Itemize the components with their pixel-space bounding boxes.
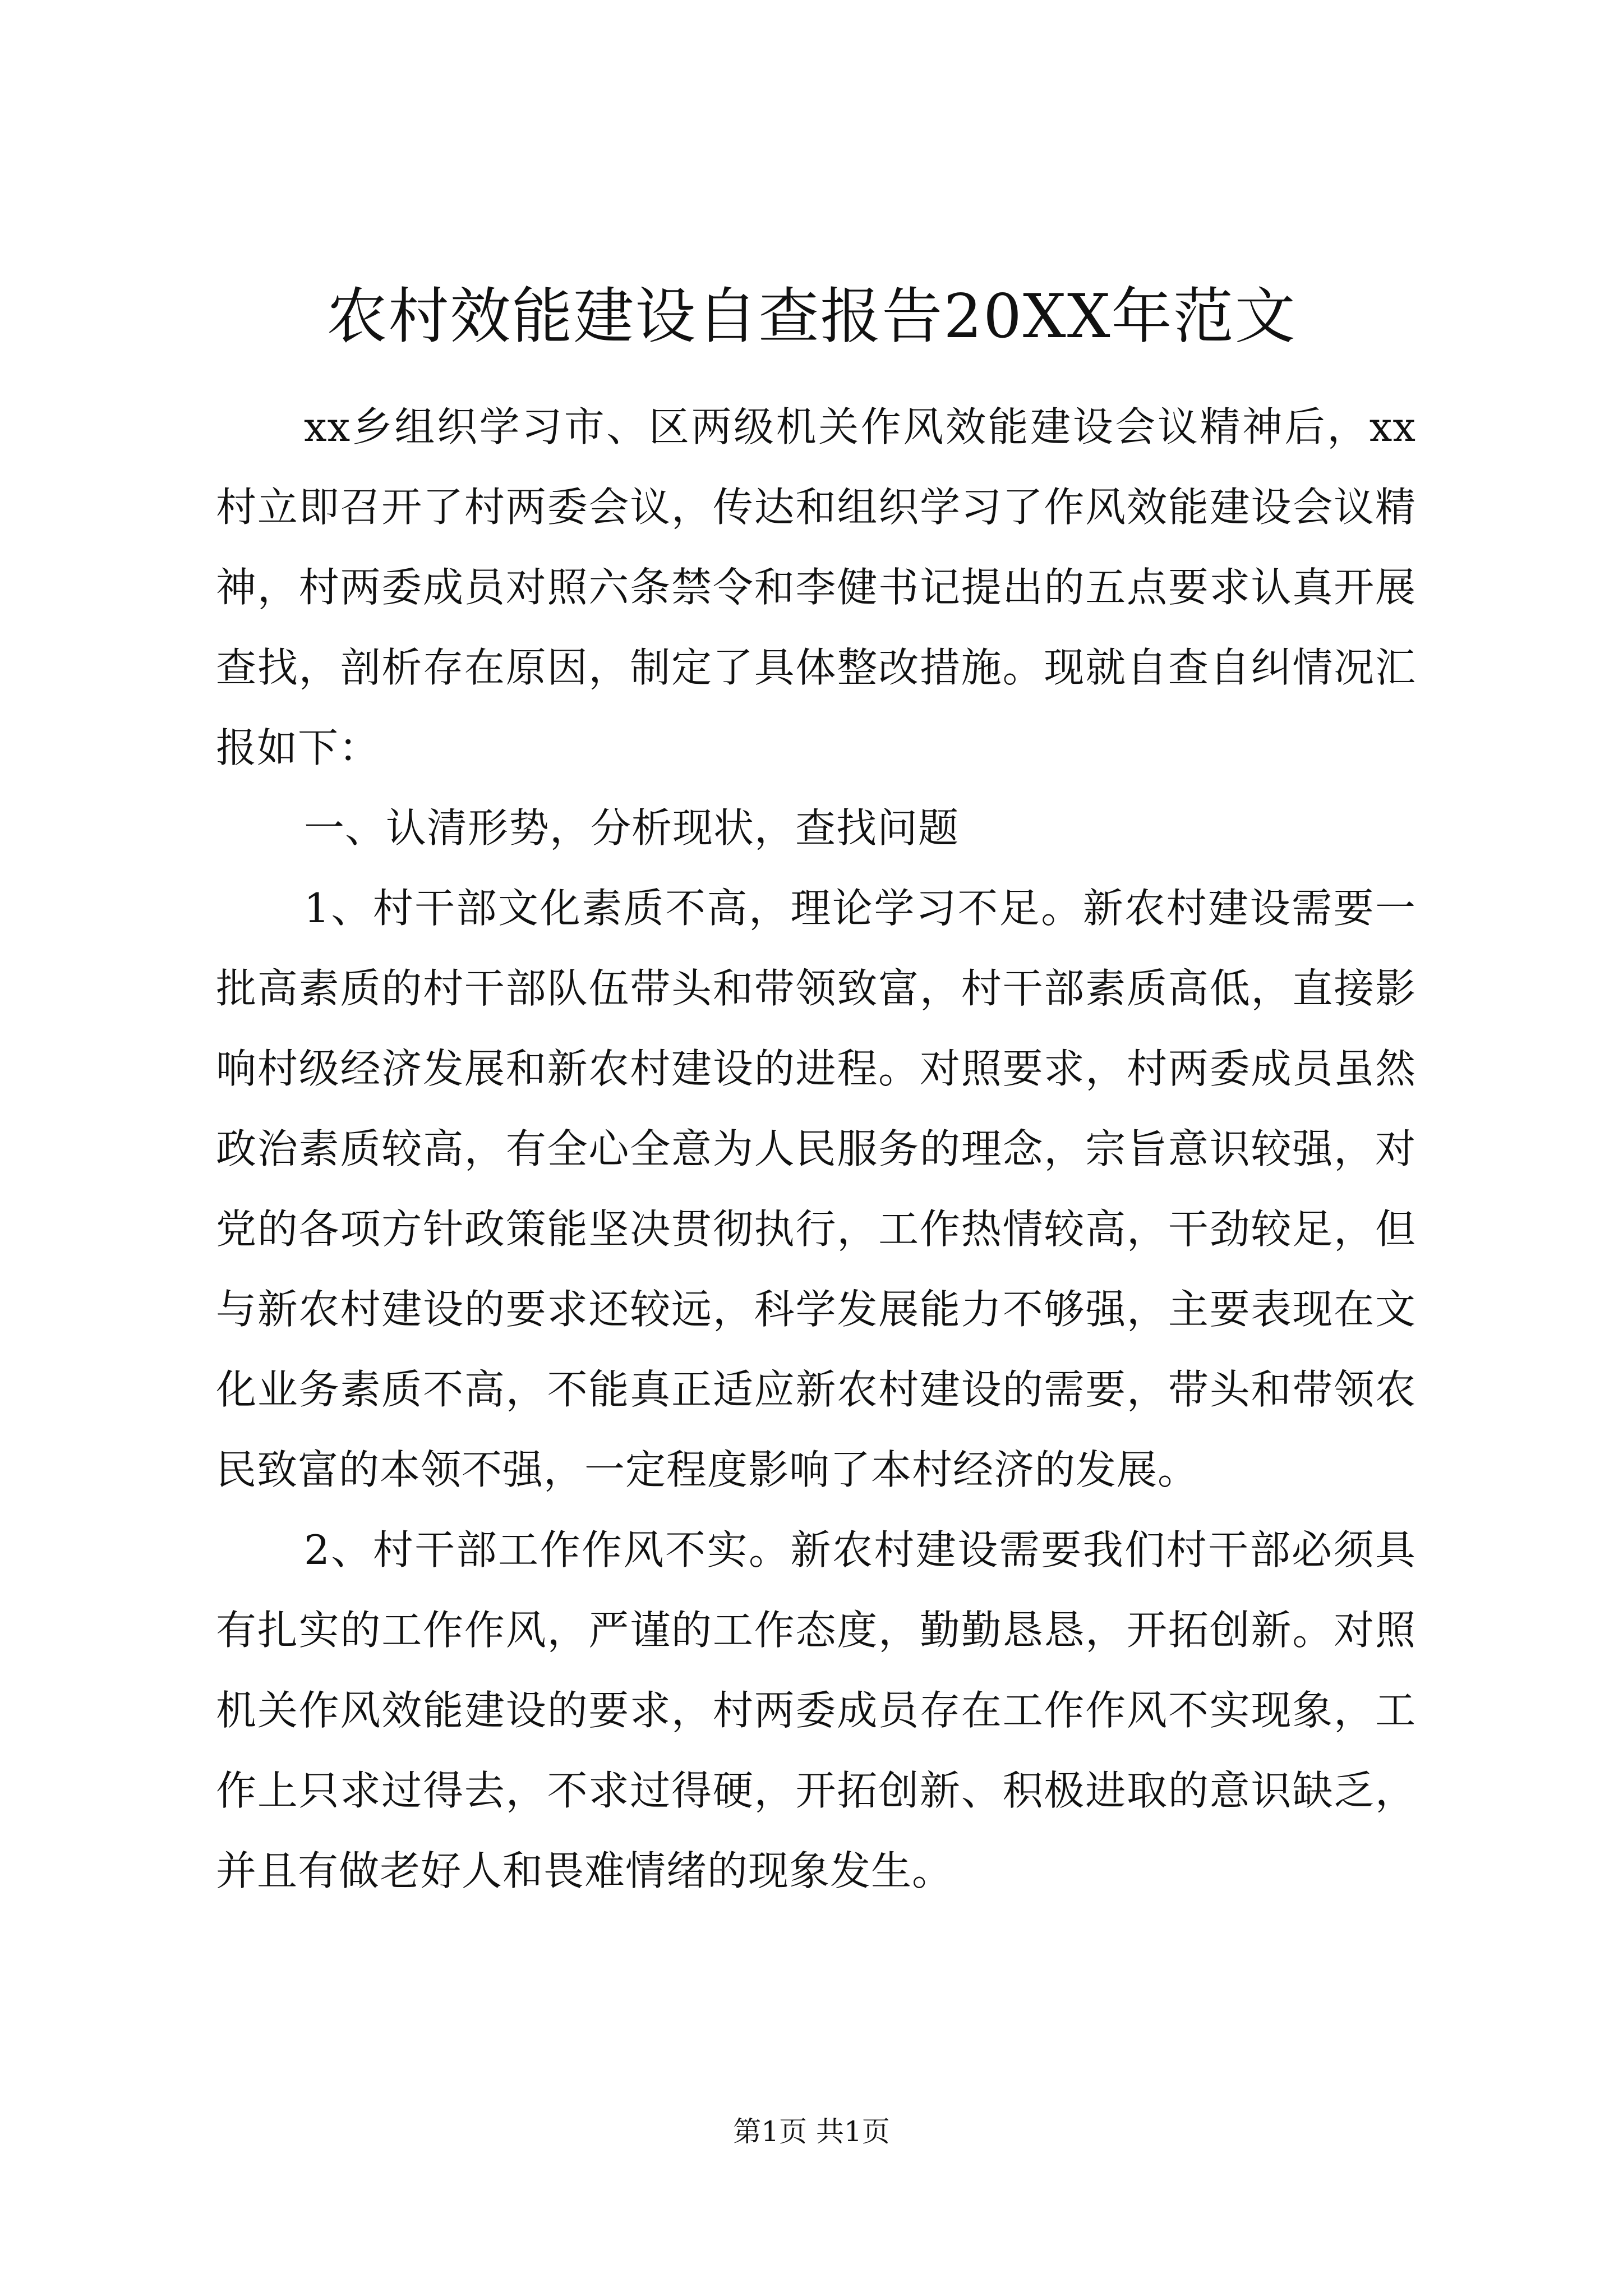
point-1-paragraph: 1、村干部文化素质不高，理论学习不足。新农村建设需要一批高素质的村干部队伍带头和带领致富，村干部素质高低，直接影响村级经济发展和新农村建设的进程。对照要求，村两委成员虽然政治素质较高，有全心全意为人民服务的理念，宗旨意识较强，对党的各项方针政策能坚决贯彻执行，工作热情较高，干劲较足，但与新农村建设的要求还较远，科学发展能力不够强，主要表现在文化业务素质不高，不能真正适应新农村建设的需要，带头和带领农民致富的本领不强，一定程度影响了本村经济的发展。 — [216, 885, 1416, 1493]
section-heading: 一、认清形势，分析现状，查找问题 — [304, 804, 960, 852]
page-number-footer: 第1页 共1页 — [733, 2115, 890, 2148]
point-2-paragraph: 2、村干部工作作风不实。新农村建设需要我们村干部必须具有扎实的工作作风，严谨的工作态度，勤勤恳恳，开拓创新。对照机关作风效能建设的要求，村两委成员存在工作作风不实现象，工作上只求过得去，不求过得硬，开拓创新、积极进取的意识缺乏，并且有做老好人和畏难情绪的现象发生。 — [216, 1526, 1416, 1894]
intro-paragraph: xx乡组织学习市、区两级机关作风效能建设会议精神后，xx村立即召开了村两委会议，传达和组织学习了作风效能建设会议精神，村两委成员对照六条禁令和李健书记提出的五点要求认真开展查找，剖析存在原因，制定了具体整改措施。现就自查自纠情况汇报如下： — [216, 403, 1416, 771]
document-title: 农村效能建设自查报告20XX年范文 — [326, 282, 1297, 352]
document-body — [216, 387, 1416, 1911]
